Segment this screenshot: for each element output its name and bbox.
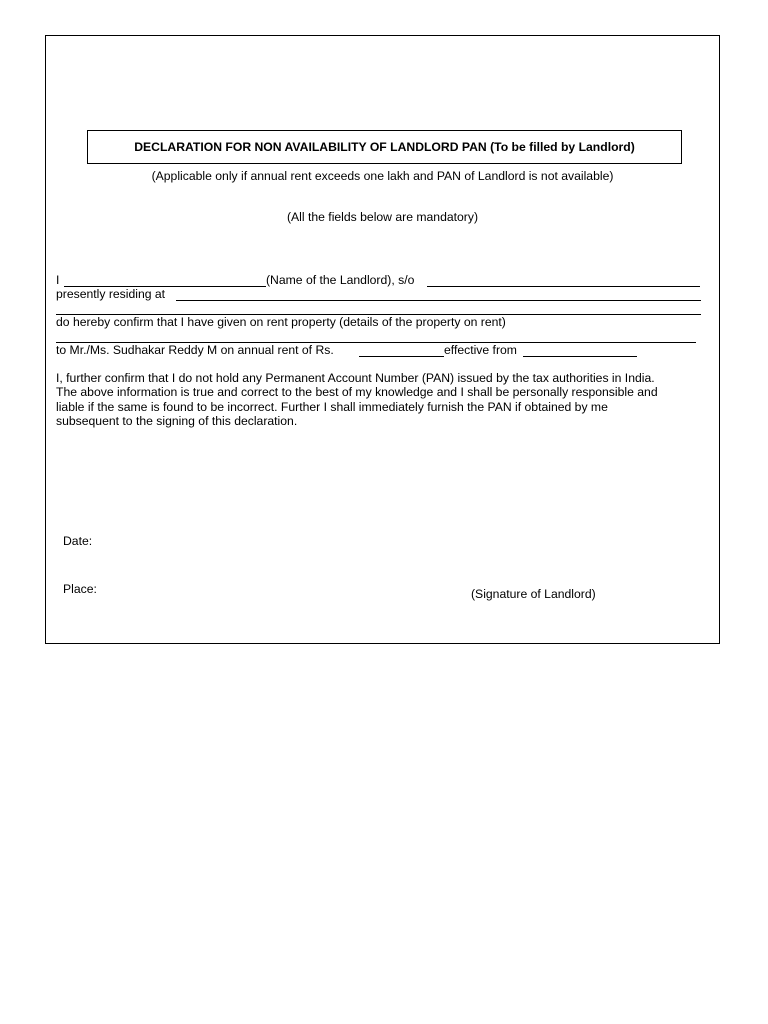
date-label: Date:: [63, 534, 93, 548]
declaration-form: [45, 35, 720, 644]
residence-address-blank[interactable]: [176, 300, 701, 301]
mandatory-note: (All the fields below are mandatory): [286, 210, 479, 224]
father-name-blank[interactable]: [427, 286, 700, 287]
para-line: I, further confirm that I do not hold any Permanent Account Number (PAN) issued by the tax authorities in India.: [56, 371, 655, 385]
effective-date-blank[interactable]: [523, 356, 637, 357]
para-line: liable if the same is found to be incorrect. Further I shall immediately furnish the PAN if obtained by me: [56, 399, 608, 414]
annual-rent-blank[interactable]: [359, 356, 444, 357]
form-subtitle: (Applicable only if annual rent exceeds one lakh and PAN of Landlord is not available): [151, 169, 614, 183]
confirm-statement: do hereby confirm that I have given on rent property (details of the property on rent): [56, 315, 506, 329]
signature-label: (Signature of Landlord): [471, 587, 596, 601]
effective-from-label: effective from: [444, 343, 517, 357]
pan-declaration-paragraph: [56, 371, 706, 429]
tenant-rent-label: to Mr./Ms. Sudhakar Reddy M on annual rent of Rs.: [56, 343, 334, 357]
para-line: The above information is true and correct to the best of my knowledge and I shall be personally responsible and: [56, 385, 658, 400]
residing-label: presently residing at: [56, 287, 166, 301]
place-label: Place:: [63, 582, 97, 596]
para-line: subsequent to the signing of this declaration.: [56, 414, 298, 429]
form-title: DECLARATION FOR NON AVAILABILITY OF LANDLORD PAN (To be filled by Landlord): [87, 130, 682, 164]
pronoun-i: I: [56, 273, 60, 287]
landlord-name-label: (Name of the Landlord), s/o: [266, 273, 415, 287]
